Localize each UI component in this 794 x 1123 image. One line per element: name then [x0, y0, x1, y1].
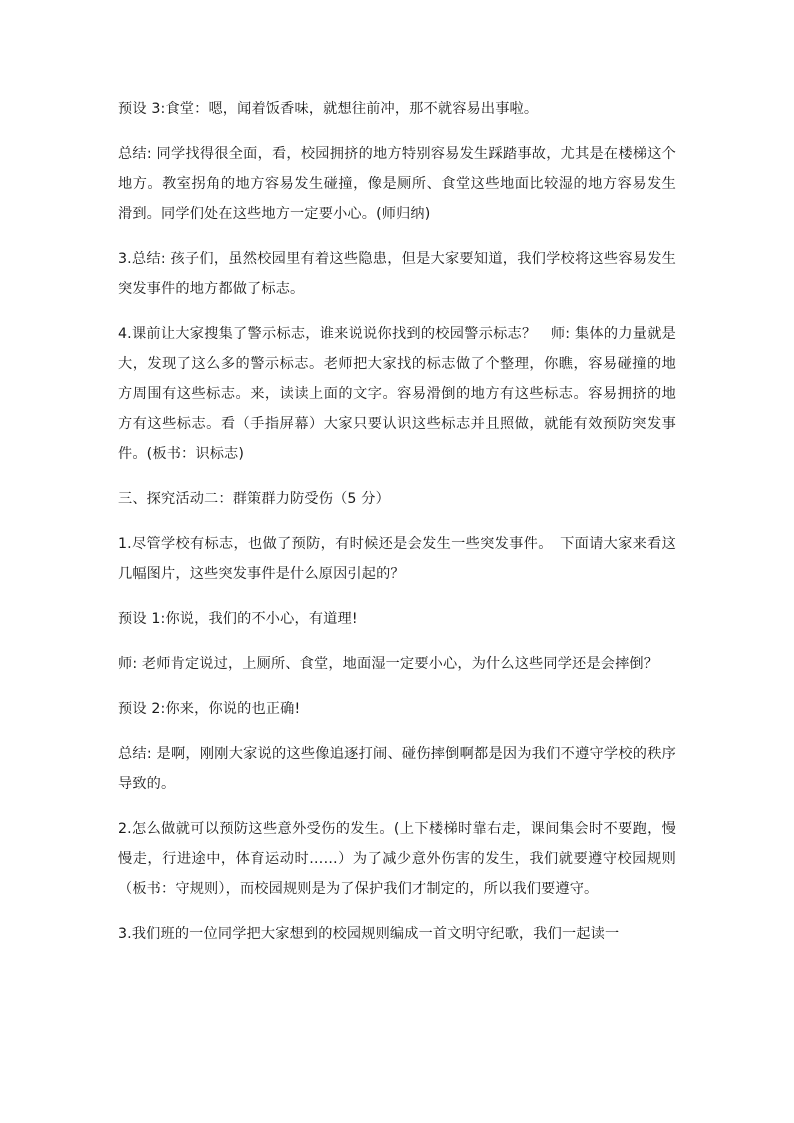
paragraph-question-causes: 1.尽管学校有标志，也做了预防，有时候还是会发生一些突发事件。 下面请大家来看这几幅图片，这些突发事件是什么原因引起的？ — [118, 536, 676, 582]
paragraph-summary-order: 总结: 是啊，刚刚大家说的这些像追逐打闹、碰伤摔倒啊都是因为我们不遵守学校的秩序导致的。 — [118, 746, 676, 792]
document-page — [118, 94, 676, 964]
paragraph-summary-crowded-places: 总结: 同学找得很全面，看，校园拥挤的地方特别容易发生踩踏事故，尤其是在楼梯这个地方。教室拐角的地方容易发生碰撞，像是厕所、食堂这些地面比较湿的地方容易发生滑到。同学们处在这些地方一定要小心。(师归纳) — [118, 146, 676, 222]
section-heading-activity-2: 三、探究活动二：群策群力防受伤（5 分） — [118, 491, 390, 507]
paragraph-summary-signs: 3.总结: 孩子们，虽然校园里有着这些隐患，但是大家要知道，我们学校将这些容易发生突发事件的地方都做了标志。 — [118, 251, 676, 297]
paragraph-preset-2: 预设 2:你来，你说的也正确! — [118, 701, 301, 717]
paragraph-teacher-remark: 师: 老师肯定说过，上厕所、食堂，地面湿一定要小心，为什么这些同学还是会摔倒？ — [118, 656, 659, 672]
paragraph-prevention-rules: 2.怎么做就可以预防这些意外受伤的发生。(上下楼梯时靠右走，课间集会时不要跑，慢慢走，行进途中，体育运动时……）为了减少意外伤害的发生，我们就要遵守校园规则（板书：守规则），而校园规则是为了保护我们才制定的，所以我们要遵守。 — [118, 821, 676, 897]
paragraph-warning-signs: 4.课前让大家搜集了警示标志，谁来说说你找到的校园警示标志？ 师: 集体的力量就是大，发现了这么多的警示标志。老师把大家找的标志做了个整理，你瞧，容易碰撞的地方周围有这些标志。来，读读上面的文字。容易滑倒的地方有这些标志。容易拥挤的地方有这些标志。看（手指屏幕）大家只要认识这些标志并且照做，就能有效预防突发事件。(板书：识标志) — [118, 326, 676, 462]
paragraph-preset-3: 预设 3:食堂：嗯，闻着饭香味，就想往前冲，那不就容易出事啦。 — [118, 101, 539, 117]
paragraph-civility-song: 3.我们班的一位同学把大家想到的校园规则编成一首文明守纪歌，我们一起读一 — [118, 926, 620, 942]
paragraph-preset-1: 预设 1:你说，我们的不小心，有道理! — [118, 611, 358, 627]
